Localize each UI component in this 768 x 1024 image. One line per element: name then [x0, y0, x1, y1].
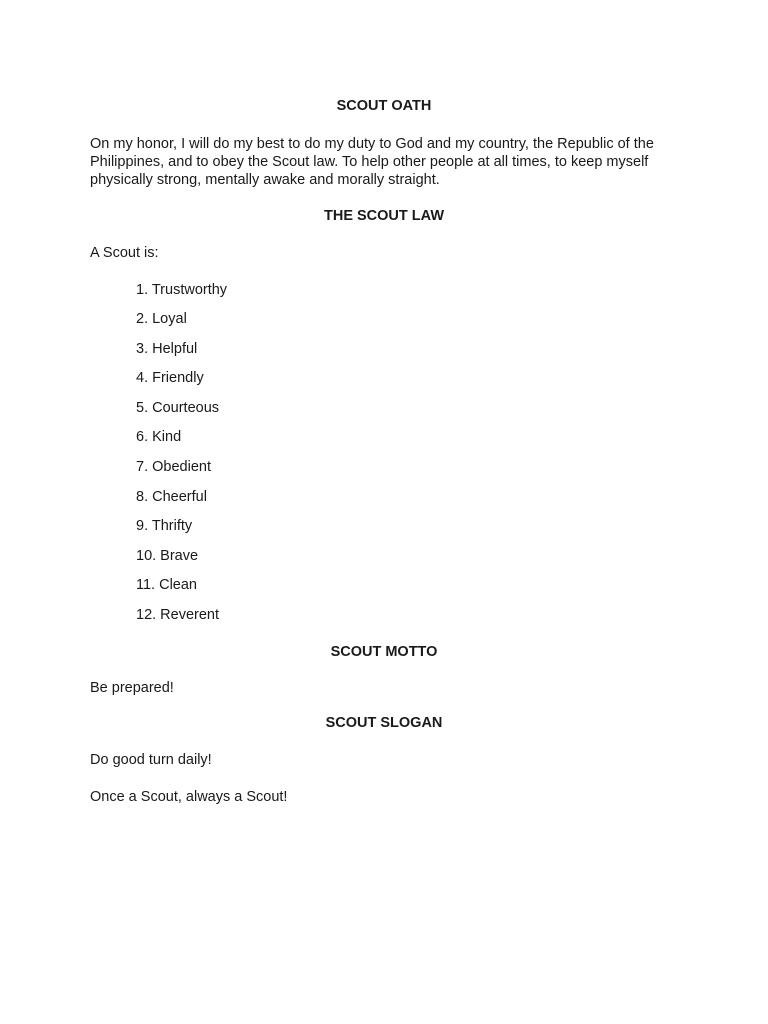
list-item: 8. Cheerful: [136, 489, 207, 505]
scout-motto-heading: SCOUT MOTTO: [330, 644, 438, 660]
scout-oath-heading: SCOUT OATH: [336, 98, 432, 114]
scout-slogan-heading: SCOUT SLOGAN: [325, 715, 443, 731]
list-item: 10. Brave: [136, 548, 199, 564]
list-item: 9. Thrifty: [136, 518, 193, 534]
list-item: 1. Trustworthy: [136, 282, 228, 298]
list-item: 4. Friendly: [136, 370, 204, 386]
scout-law-heading: THE SCOUT LAW: [323, 208, 445, 224]
list-item: 12. Reverent: [136, 607, 220, 623]
scout-law-intro: A Scout is:: [90, 245, 159, 261]
list-item: 7. Obedient: [136, 459, 211, 475]
list-item: 3. Helpful: [136, 341, 198, 357]
list-item: 6. Kind: [136, 429, 182, 445]
list-item: 5. Courteous: [136, 400, 220, 416]
scout-slogan-text: Do good turn daily!: [90, 752, 212, 768]
scout-oath-text: On my honor, I will do my best to do my duty to God and my country, the Republic of the Philippines, and to obey the Scout law. To help other people at all times, to keep myself physically strong, mentally awake and morally straight.: [90, 136, 654, 188]
scout-motto-text: Be prepared!: [90, 680, 174, 696]
list-item: 11. Clean: [136, 577, 197, 593]
list-item: 2. Loyal: [136, 311, 187, 327]
scout-closing-text: Once a Scout, always a Scout!: [90, 789, 288, 805]
